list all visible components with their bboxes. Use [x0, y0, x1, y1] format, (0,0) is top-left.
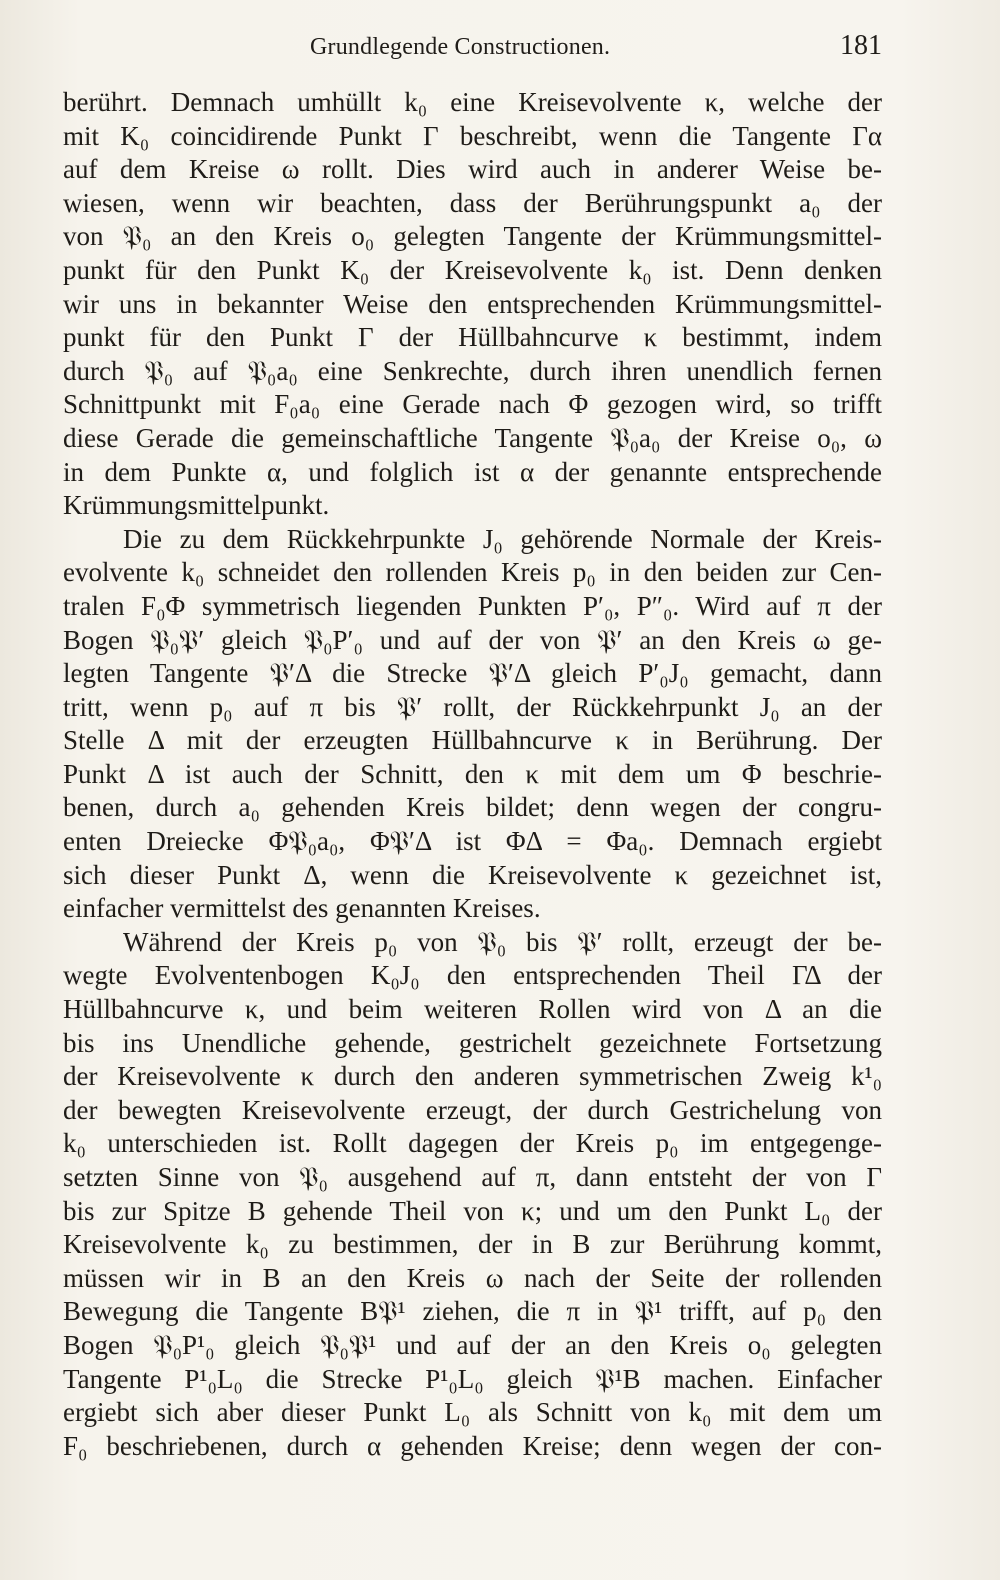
text-line: F₀ beschriebenen, durch α gehenden Kreise; denn wegen der con- — [63, 1430, 882, 1461]
text-line: sich dieser Punkt Δ, wenn die Kreisevolvente κ gezeichnet ist, — [63, 859, 882, 890]
text-line: ergiebt sich aber dieser Punkt L₀ als Schnitt von k₀ mit dem um — [63, 1397, 882, 1428]
text-line: durch 𝔓₀ auf 𝔓₀a₀ eine Senkrechte, durch ihren unendlich fernen — [63, 355, 882, 386]
text-line: mit K₀ coincidirende Punkt Γ beschreibt, wenn die Tangente Γα — [63, 120, 882, 151]
text-line: Tangente P¹₀L₀ die Strecke P¹₀L₀ gleich 𝔓¹B machen. Einfacher — [63, 1363, 882, 1394]
text-line: einfacher vermittelst des genannten Kreises. — [63, 893, 541, 924]
text-line: Punkt Δ ist auch der Schnitt, den κ mit dem um Φ beschrie- — [63, 758, 882, 789]
text-line: tritt, wenn p₀ auf π bis 𝔓′ rollt, der Rückkehrpunkt J₀ an der — [63, 691, 882, 722]
text-line: Stelle Δ mit der erzeugten Hüllbahncurve κ in Berührung. Der — [63, 725, 882, 756]
text-line: von 𝔓₀ an den Kreis o₀ gelegten Tangente der Krümmungsmittel- — [63, 221, 882, 252]
text-line: tralen F₀Φ symmetrisch liegenden Punkten P′₀, P″₀. Wird auf π der — [63, 590, 882, 621]
text-line: Schnittpunkt mit F₀a₀ eine Gerade nach Φ gezogen wird, so trifft — [63, 389, 882, 420]
text-line: der bewegten Kreisevolvente erzeugt, der durch Gestrichelung von — [63, 1094, 882, 1125]
text-line: k₀ unterschieden ist. Rollt dagegen der Kreis p₀ im entgegenge- — [63, 1128, 882, 1159]
text-line: Krümmungsmittelpunkt. — [63, 490, 330, 521]
paragraph-start: Die zu dem Rückkehrpunkte J₀ gehörende Normale der Kreis- — [123, 523, 882, 554]
text-line: bis ins Unendliche gehende, gestrichelt gezeichnete Fortsetzung — [63, 1027, 882, 1058]
text-line: bis zur Spitze B gehende Theil von κ; und um den Punkt L₀ der — [63, 1195, 882, 1226]
text-line: legten Tangente 𝔓′Δ die Strecke 𝔓′Δ gleich P′₀J₀ gemacht, dann — [63, 658, 882, 689]
text-line: Bewegung die Tangente B𝔓¹ ziehen, die π in 𝔓¹ trifft, auf p₀ den — [63, 1296, 882, 1327]
paragraph-start: Während der Kreis p₀ von 𝔓₀ bis 𝔓′ rollt, erzeugt der be- — [123, 926, 882, 957]
running-head: Grundlegende Constructionen. — [310, 34, 611, 60]
text-line: evolvente k₀ schneidet den rollenden Kreis p₀ in den beiden zur Cen- — [63, 557, 882, 588]
text-line: punkt für den Punkt K₀ der Kreisevolvente k₀ ist. Denn denken — [63, 254, 882, 285]
text-line: setzten Sinne von 𝔓₀ ausgehend auf π, dann entsteht der von Γ — [63, 1162, 882, 1192]
page-header — [60, 30, 882, 74]
page-number: 181 — [840, 30, 882, 61]
text-line: enten Dreiecke Φ𝔓₀a₀, Φ𝔓′Δ ist ΦΔ = Φa₀. Demnach ergiebt — [63, 826, 882, 857]
text-line: wegte Evolventenbogen K₀J₀ den entsprechenden Theil ΓΔ der — [63, 960, 882, 991]
text-line: punkt für den Punkt Γ der Hüllbahncurve κ bestimmt, indem — [63, 322, 882, 353]
text-line: müssen wir in B an den Kreis ω nach der Seite der rollenden — [63, 1262, 882, 1293]
text-line: Kreisevolvente k₀ zu bestimmen, der in B zur Berührung kommt, — [63, 1229, 882, 1260]
text-line: Hüllbahncurve κ, und beim weiteren Rollen wird von Δ an die — [63, 994, 882, 1025]
text-line: wiesen, wenn wir beachten, dass der Berührungspunkt a₀ der — [63, 187, 882, 218]
body-text — [63, 86, 882, 1463]
text-line: berührt. Demnach umhüllt k₀ eine Kreisevolvente κ, welche der — [63, 87, 882, 117]
text-line: Bogen 𝔓₀𝔓′ gleich 𝔓₀P′₀ und auf der von 𝔓′ an den Kreis ω ge- — [63, 624, 882, 655]
text-line: wir uns in bekannter Weise den entsprechenden Krümmungsmittel- — [63, 288, 882, 319]
text-line: in dem Punkte α, und folglich ist α der genannte entsprechende — [63, 456, 882, 487]
text-line: diese Gerade die gemeinschaftliche Tangente 𝔓₀a₀ der Kreise o₀, ω — [63, 422, 882, 453]
text-line: auf dem Kreise ω rollt. Dies wird auch in anderer Weise be- — [63, 154, 882, 185]
text-line: der Kreisevolvente κ durch den anderen symmetrischen Zweig k¹₀ — [63, 1061, 882, 1092]
text-line: benen, durch a₀ gehenden Kreis bildet; denn wegen der congru- — [63, 792, 882, 823]
text-line: Bogen 𝔓₀P¹₀ gleich 𝔓₀𝔓¹ und auf der an den Kreis o₀ gelegten — [63, 1329, 882, 1360]
